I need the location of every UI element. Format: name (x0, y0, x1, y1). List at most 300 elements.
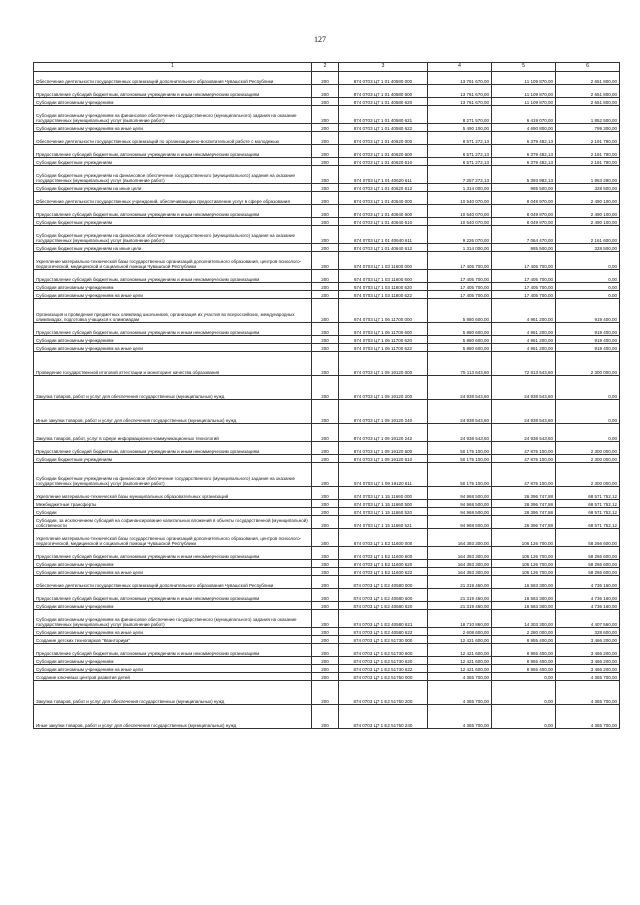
table-row (34, 424, 620, 442)
row-value-3: 4 355 700,00 (556, 673, 620, 681)
row-kbk: 874 0703 Ц7 1 01 40640 600 (339, 205, 428, 218)
row-code: 200 (312, 644, 339, 657)
row-value-3: 0,00 (556, 291, 620, 299)
row-value-1: 24 938 543,60 (428, 400, 492, 424)
row-value-3: 2 651 800,00 (556, 72, 620, 85)
row-name: Организация и проведение предметных олимпиад школьников, организация их участия во всероссийских, международных олимпиадах, подготовка учащихся к олимпиадам (34, 299, 312, 323)
row-value-2: 106 126 700,00 (492, 529, 556, 547)
row-name: Предоставление субсидий бюджетным, автономным учреждениям и иным некоммерческим организациям (34, 547, 312, 560)
row-code: 200 (312, 291, 339, 299)
row-value-2: 4 961 200,00 (492, 336, 556, 344)
row-value-1: 4 355 700,00 (428, 705, 492, 729)
row-value-1: 5 490 100,00 (428, 124, 492, 132)
row-value-1: 164 393 300,00 (428, 560, 492, 568)
row-kbk: 874 0703 Ц7 1 06 11700 622 (339, 344, 428, 352)
row-code: 200 (312, 568, 339, 576)
row-value-2: 14 303 300,00 (492, 610, 556, 628)
table-row (34, 636, 620, 644)
row-code: 200 (312, 132, 339, 145)
row-name: Субсидии бюджетным учреждениям на иные цели (34, 244, 312, 252)
row-kbk: 874 0703 Ц7 1 Е2 11600 600 (339, 547, 428, 560)
table-row (34, 192, 620, 205)
row-kbk: 874 0703 Ц7 1 03 11600 620 (339, 283, 428, 291)
row-value-2: 8 049 970,00 (492, 205, 556, 218)
row-value-3: 0,00 (556, 252, 620, 270)
row-value-2: 16 583 300,00 (492, 589, 556, 602)
row-kbk: 874 0703 Ц7 1 Е2 40580 600 (339, 589, 428, 602)
row-kbk: 874 0703 Ц7 1 09 19120 610 (339, 455, 428, 463)
row-name: Создание ключевых центров развития детей (34, 673, 312, 681)
table-row (34, 352, 620, 376)
row-name: Предоставление субсидий бюджетным, автономным учреждениям и иным некоммерческим организациям (34, 644, 312, 657)
row-value-3: 2 490 100,00 (556, 218, 620, 226)
row-value-2: 72 813 543,60 (492, 352, 556, 376)
row-value-1: 5 880 600,00 (428, 336, 492, 344)
table-row (34, 205, 620, 218)
row-code: 200 (312, 508, 339, 516)
row-code: 200 (312, 98, 339, 106)
header-cell: 2 (312, 63, 339, 72)
row-value-1: 24 938 543,60 (428, 424, 492, 442)
row-kbk: 874 0703 Ц7 1 01 40620 611 (339, 166, 428, 184)
table-row (34, 500, 620, 508)
row-kbk: 874 0703 Ц7 1 01 40640 611 (339, 226, 428, 244)
row-name: Закупка товаров, работ и услуг для обеспечения государственных (муниципальных) нужд (34, 376, 312, 400)
header-cell: 4 (428, 63, 492, 72)
row-value-3: 799 300,00 (556, 124, 620, 132)
row-value-1: 50 175 100,00 (428, 463, 492, 487)
table-row (34, 145, 620, 158)
row-value-1: 7 257 272,13 (428, 166, 492, 184)
row-value-3: 3 466 200,00 (556, 644, 620, 657)
row-kbk: 874 0703 Ц7 1 Е2 40580 621 (339, 610, 428, 628)
row-kbk: 874 0703 Ц7 1 09 19120 611 (339, 463, 428, 487)
row-code: 200 (312, 376, 339, 400)
row-name: Субсидии бюджетным учреждениям на иные цели (34, 184, 312, 192)
row-value-3: 919 400,00 (556, 344, 620, 352)
row-name: Укрепление материально-технической базы муниципальных образовательных организаций (34, 487, 312, 500)
row-value-3: 0,00 (556, 283, 620, 291)
row-value-2: 8 955 400,00 (492, 636, 556, 644)
row-kbk: 874 0703 Ц7 1 01 40580 622 (339, 124, 428, 132)
row-name: Субсидии автономным учреждениям (34, 283, 312, 291)
row-name: Межбюджетные трансферты (34, 500, 312, 508)
row-code: 200 (312, 560, 339, 568)
table-row (34, 576, 620, 589)
row-name: Проведение государственной итоговой аттестации и мониторинг качества образования (34, 352, 312, 376)
row-value-1: 4 355 700,00 (428, 673, 492, 681)
row-value-2: 4 961 200,00 (492, 344, 556, 352)
row-code: 200 (312, 455, 339, 463)
row-value-2: 4 690 800,00 (492, 124, 556, 132)
row-value-2: 17 405 700,00 (492, 252, 556, 270)
row-name: Предоставление субсидий бюджетным, автономным учреждениям и иным некоммерческим организациям (34, 589, 312, 602)
row-code: 200 (312, 463, 339, 487)
row-kbk: 874 0703 Ц7 1 Е2 51730 600 (339, 644, 428, 657)
row-value-1: 12 421 600,00 (428, 665, 492, 673)
row-value-2: 8 049 970,00 (492, 192, 556, 205)
row-value-2: 8 049 970,00 (492, 218, 556, 226)
row-kbk: 874 0703 Ц7 1 01 40640 612 (339, 244, 428, 252)
row-code: 200 (312, 602, 339, 610)
row-value-2: 985 500,00 (492, 184, 556, 192)
row-value-1: 17 405 700,00 (428, 291, 492, 299)
row-value-2: 2 280 000,00 (492, 628, 556, 636)
row-value-2: 26 396 747,88 (492, 500, 556, 508)
row-code: 200 (312, 244, 339, 252)
row-value-3: 4 736 160,00 (556, 602, 620, 610)
row-value-2: 17 405 700,00 (492, 270, 556, 283)
row-value-1: 10 540 070,00 (428, 192, 492, 205)
row-value-2: 24 938 543,60 (492, 400, 556, 424)
table-row (34, 299, 620, 323)
row-code: 200 (312, 628, 339, 636)
row-value-3: 3 466 200,00 (556, 636, 620, 644)
row-value-2: 0,00 (492, 673, 556, 681)
row-value-3: 4 736 160,00 (556, 589, 620, 602)
row-kbk: 874 0703 Ц7 1 03 11600 600 (339, 270, 428, 283)
row-value-2: 26 396 747,88 (492, 487, 556, 500)
table-row (34, 516, 620, 529)
row-name: Субсидии автономным учреждениям на финансовое обеспечение государственного (муниципального) задания на оказание государственных (муниципальных) услуг (выполнение работ) (34, 106, 312, 124)
row-value-3: 919 400,00 (556, 299, 620, 323)
row-value-3: 4 355 700,00 (556, 705, 620, 729)
table-row (34, 547, 620, 560)
table-row (34, 336, 620, 344)
row-value-1: 1 314 000,00 (428, 244, 492, 252)
row-name: Субсидии (34, 508, 312, 516)
row-value-1: 5 880 600,00 (428, 299, 492, 323)
row-name: Предоставление субсидий бюджетным, автономным учреждениям и иным некоммерческим организациям (34, 205, 312, 218)
row-value-1: 50 175 100,00 (428, 455, 492, 463)
row-kbk: 874 0703 Ц7 1 03 11600 622 (339, 291, 428, 299)
row-value-1: 10 540 070,00 (428, 218, 492, 226)
row-value-2: 47 875 100,00 (492, 463, 556, 487)
row-code: 200 (312, 145, 339, 158)
row-code: 200 (312, 336, 339, 344)
row-value-1: 8 571 272,13 (428, 145, 492, 158)
table-row (34, 705, 620, 729)
table-row (34, 184, 620, 192)
row-value-3: 2 300 000,00 (556, 463, 620, 487)
row-code: 200 (312, 673, 339, 681)
row-value-1: 17 405 700,00 (428, 283, 492, 291)
table-row (34, 323, 620, 336)
row-value-3: 68 571 752,12 (556, 487, 620, 500)
row-code: 200 (312, 500, 339, 508)
table-row (34, 644, 620, 657)
row-kbk: 874 0703 Ц7 1 15 11660 520 (339, 508, 428, 516)
row-value-2: 11 109 870,00 (492, 72, 556, 85)
row-kbk: 874 0703 Ц7 1 Е2 51750 240 (339, 705, 428, 729)
row-value-3: 4 736 160,00 (556, 576, 620, 589)
table-row (34, 589, 620, 602)
row-value-1: 17 405 700,00 (428, 270, 492, 283)
row-kbk: 874 0703 Ц7 1 01 40580 000 (339, 72, 428, 85)
row-name: Укрепление материально-технической базы государственных организаций дополнительного образования, центров психолого-педагогической, медицинской и социальной помощи Чувашской Республики (34, 252, 312, 270)
row-value-2: 6 419 070,00 (492, 106, 556, 124)
row-name: Предоставление субсидий бюджетным, автономным учреждениям и иным некоммерческим организациям (34, 442, 312, 455)
row-value-3: 2 161 600,00 (556, 226, 620, 244)
row-name: Субсидии автономным учреждениям на иные цели (34, 291, 312, 299)
row-name: Создание детских технопарков "Кванториум" (34, 636, 312, 644)
row-kbk: 874 0703 Ц7 1 09 19120 200 (339, 376, 428, 400)
row-code: 200 (312, 184, 339, 192)
row-name: Субсидии автономным учреждениям на иные цели (34, 568, 312, 576)
row-kbk: 874 0703 Ц7 1 15 11660 500 (339, 500, 428, 508)
table-row (34, 106, 620, 124)
row-value-1: 1 314 000,00 (428, 184, 492, 192)
row-name: Субсидии, за исключением субсидий на софинансирование капитальных вложений в объекты государственной (муниципальной) собственности (34, 516, 312, 529)
row-value-3: 3 466 200,00 (556, 665, 620, 673)
row-kbk: 874 0703 Ц7 1 06 11700 620 (339, 336, 428, 344)
row-code: 200 (312, 252, 339, 270)
row-value-1: 5 880 600,00 (428, 323, 492, 336)
row-code: 200 (312, 270, 339, 283)
row-value-1: 8 271 570,00 (428, 106, 492, 124)
table-row (34, 85, 620, 98)
row-code: 200 (312, 705, 339, 729)
row-kbk: 874 0703 Ц7 1 09 19120 000 (339, 352, 428, 376)
row-code: 200 (312, 226, 339, 244)
row-value-1: 9 226 070,00 (428, 226, 492, 244)
row-kbk: 874 0703 Ц7 1 Е2 11600 000 (339, 529, 428, 547)
row-value-2: 7 064 470,00 (492, 226, 556, 244)
row-value-2: 4 961 200,00 (492, 299, 556, 323)
row-value-1: 2 608 600,00 (428, 628, 492, 636)
row-name: Субсидии бюджетным учреждениям (34, 218, 312, 226)
row-code: 200 (312, 205, 339, 218)
row-kbk: 874 0703 Ц7 1 Е2 51750 000 (339, 673, 428, 681)
row-code: 200 (312, 323, 339, 336)
table-row (34, 529, 620, 547)
row-value-2: 4 961 200,00 (492, 323, 556, 336)
row-name: Закупка товаров, работ и услуг для обеспечения государственных (муниципальных) нужд (34, 681, 312, 705)
row-kbk: 874 0703 Ц7 1 09 19120 600 (339, 442, 428, 455)
row-name: Предоставление субсидий бюджетным, автономным учреждениям и иным некоммерческим организациям (34, 145, 312, 158)
row-value-2: 16 583 300,00 (492, 576, 556, 589)
row-value-1: 21 319 460,00 (428, 602, 492, 610)
table-row (34, 602, 620, 610)
row-value-2: 106 126 700,00 (492, 568, 556, 576)
row-code: 200 (312, 106, 339, 124)
table-row (34, 158, 620, 166)
row-value-3: 2 651 800,00 (556, 98, 620, 106)
row-value-1: 94 968 500,00 (428, 516, 492, 529)
row-kbk: 874 0703 Ц7 1 Е2 51730 000 (339, 636, 428, 644)
row-value-3: 58 266 600,00 (556, 560, 620, 568)
table-row (34, 166, 620, 184)
table-row (34, 376, 620, 400)
row-value-1: 24 938 543,60 (428, 376, 492, 400)
row-name: Иные закупки товаров, работ и услуг для обеспечения государственных (муниципальных) нужд (34, 400, 312, 424)
row-code: 200 (312, 665, 339, 673)
table-row (34, 244, 620, 252)
row-value-3: 2 300 000,00 (556, 455, 620, 463)
row-code: 200 (312, 442, 339, 455)
row-code: 200 (312, 85, 339, 98)
row-name: Субсидии автономным учреждениям (34, 560, 312, 568)
table-row (34, 508, 620, 516)
row-kbk: 874 0703 Ц7 1 01 40620 612 (339, 184, 428, 192)
page-number: 127 (314, 35, 326, 44)
table-row (34, 218, 620, 226)
row-name: Субсидии автономным учреждениям (34, 336, 312, 344)
row-value-2: 26 396 747,88 (492, 516, 556, 529)
table-row (34, 226, 620, 244)
budget-table (33, 62, 620, 729)
row-kbk: 874 0703 Ц7 1 01 40580 620 (339, 98, 428, 106)
table-row (34, 98, 620, 106)
row-name: Предоставление субсидий бюджетным, автономным учреждениям и иным некоммерческим организациям (34, 323, 312, 336)
row-code: 200 (312, 487, 339, 500)
row-name: Субсидии автономным учреждениям (34, 657, 312, 665)
row-value-1: 13 761 670,00 (428, 72, 492, 85)
row-value-1: 13 761 670,00 (428, 85, 492, 98)
table-row (34, 455, 620, 463)
header-cell: 6 (556, 63, 620, 72)
row-value-2: 47 875 100,00 (492, 442, 556, 455)
table-row (34, 252, 620, 270)
row-kbk: 874 0703 Ц7 1 01 40620 610 (339, 158, 428, 166)
table-row (34, 568, 620, 576)
table-row (34, 72, 620, 85)
header-cell: 5 (492, 63, 556, 72)
row-value-2: 16 583 300,00 (492, 602, 556, 610)
row-code: 200 (312, 610, 339, 628)
row-value-3: 919 400,00 (556, 336, 620, 344)
row-kbk: 874 0703 Ц7 1 Е2 11600 620 (339, 560, 428, 568)
row-name: Субсидии автономным учреждениям (34, 602, 312, 610)
row-code: 200 (312, 516, 339, 529)
row-code: 200 (312, 283, 339, 291)
table-row (34, 463, 620, 487)
row-value-2: 8 955 400,00 (492, 657, 556, 665)
row-value-3: 3 466 200,00 (556, 657, 620, 665)
row-value-3: 2 490 100,00 (556, 192, 620, 205)
row-name: Обеспечение деятельности государственных организаций по организационно-воспитательной работе с молодежью (34, 132, 312, 145)
row-value-3: 328 500,00 (556, 244, 620, 252)
table-row (34, 628, 620, 636)
row-kbk: 874 0703 Ц7 1 Е2 40580 000 (339, 576, 428, 589)
row-value-1: 8 571 272,13 (428, 132, 492, 145)
row-kbk: 874 0703 Ц7 1 15 11660 000 (339, 487, 428, 500)
row-value-1: 94 968 500,00 (428, 500, 492, 508)
row-value-3: 328 600,00 (556, 628, 620, 636)
row-code: 200 (312, 424, 339, 442)
row-value-2: 5 393 982,13 (492, 166, 556, 184)
row-kbk: 874 0703 Ц7 1 Е2 51730 622 (339, 665, 428, 673)
row-value-3: 1 852 500,00 (556, 106, 620, 124)
row-value-1: 94 968 500,00 (428, 487, 492, 500)
row-value-3: 0,00 (556, 424, 620, 442)
row-name: Предоставление субсидий бюджетным, автономным учреждениям и иным некоммерческим организациям (34, 270, 312, 283)
row-value-2: 24 938 543,60 (492, 424, 556, 442)
row-value-1: 5 880 600,00 (428, 344, 492, 352)
row-value-3: 68 571 752,12 (556, 516, 620, 529)
table-row (34, 673, 620, 681)
row-code: 200 (312, 576, 339, 589)
row-value-2: 8 955 400,00 (492, 665, 556, 673)
row-value-2: 106 126 700,00 (492, 560, 556, 568)
row-value-2: 26 396 747,88 (492, 508, 556, 516)
row-value-3: 919 400,00 (556, 323, 620, 336)
row-code: 200 (312, 344, 339, 352)
row-value-2: 8 955 400,00 (492, 644, 556, 657)
row-kbk: 874 0703 Ц7 1 Е2 11600 622 (339, 568, 428, 576)
row-code: 200 (312, 72, 339, 85)
table-row (34, 400, 620, 424)
row-value-3: 2 191 790,00 (556, 158, 620, 166)
row-code: 200 (312, 547, 339, 560)
row-value-2: 24 938 543,60 (492, 376, 556, 400)
row-code: 200 (312, 192, 339, 205)
row-value-3: 0,00 (556, 376, 620, 400)
row-name: Обеспечение деятельности государственных организаций дополнительного образования Чувашской Республики (34, 72, 312, 85)
row-code: 200 (312, 681, 339, 705)
row-name: Обеспечение деятельности государственных организаций дополнительного образования Чувашской Республики (34, 576, 312, 589)
row-value-2: 6 379 482,13 (492, 158, 556, 166)
row-kbk: 874 0703 Ц7 1 Е2 40580 620 (339, 602, 428, 610)
row-value-3: 328 500,00 (556, 184, 620, 192)
row-code: 200 (312, 166, 339, 184)
row-name: Закупка товаров, работ, услуг в сфере информационно-коммуникационных технологий (34, 424, 312, 442)
row-value-3: 1 863 290,00 (556, 166, 620, 184)
row-value-3: 58 266 600,00 (556, 529, 620, 547)
row-name: Субсидии автономным учреждениям на иные цели (34, 124, 312, 132)
row-name: Субсидии автономным учреждениям на иные цели (34, 344, 312, 352)
row-value-1: 13 761 670,00 (428, 98, 492, 106)
row-value-3: 4 355 700,00 (556, 681, 620, 705)
table-row (34, 270, 620, 283)
row-name: Предоставление субсидий бюджетным, автономным учреждениям и иным некоммерческим организациям (34, 85, 312, 98)
row-code: 200 (312, 529, 339, 547)
row-value-1: 21 319 460,00 (428, 576, 492, 589)
table-row (34, 124, 620, 132)
table-row (34, 344, 620, 352)
row-kbk: 874 0703 Ц7 1 09 19120 240 (339, 400, 428, 424)
row-value-3: 58 266 600,00 (556, 547, 620, 560)
table-row (34, 283, 620, 291)
row-kbk: 874 0703 Ц7 1 Е2 51730 620 (339, 657, 428, 665)
row-code: 200 (312, 158, 339, 166)
row-value-1: 50 175 100,00 (428, 442, 492, 455)
row-name: Субсидии бюджетным учреждениям (34, 158, 312, 166)
row-value-2: 11 109 870,00 (492, 98, 556, 106)
row-kbk: 874 0703 Ц7 1 03 11600 000 (339, 252, 428, 270)
table-row (34, 291, 620, 299)
row-kbk: 874 0703 Ц7 1 01 40580 600 (339, 85, 428, 98)
row-name: Обеспечение деятельности государственных учреждений, обеспечивающих предоставление услуг в сфере образования (34, 192, 312, 205)
row-code: 200 (312, 400, 339, 424)
row-value-1: 94 968 500,00 (428, 508, 492, 516)
row-value-2: 6 379 482,13 (492, 145, 556, 158)
row-value-2: 6 379 482,13 (492, 132, 556, 145)
row-name: Субсидии бюджетным учреждениям на финансовое обеспечение государственного (муниципального) задания на оказание государственных (муниципальных) услуг (выполнение работ) (34, 166, 312, 184)
row-name: Субсидии бюджетным учреждениям на финансовое обеспечение государственного (муниципального) задания на оказание государственных (муниципальных) услуг (выполнение работ) (34, 226, 312, 244)
row-value-1: 12 421 600,00 (428, 644, 492, 657)
row-name: Субсидии бюджетным учреждениям (34, 455, 312, 463)
row-name: Субсидии бюджетным учреждениям на финансовое обеспечение государственного (муниципального) задания на оказание государственных (муниципальных) услуг (выполнение работ) (34, 463, 312, 487)
table-row (34, 610, 620, 628)
row-value-1: 164 393 300,00 (428, 547, 492, 560)
row-kbk: 874 0703 Ц7 1 01 40640 000 (339, 192, 428, 205)
row-name: Субсидии автономным учреждениям на финансовое обеспечение государственного (муниципального) задания на оказание государственных (муниципальных) услуг (выполнение работ) (34, 610, 312, 628)
row-value-2: 985 500,00 (492, 244, 556, 252)
row-value-1: 10 540 070,00 (428, 205, 492, 218)
table-row (34, 560, 620, 568)
row-value-1: 18 710 860,00 (428, 610, 492, 628)
